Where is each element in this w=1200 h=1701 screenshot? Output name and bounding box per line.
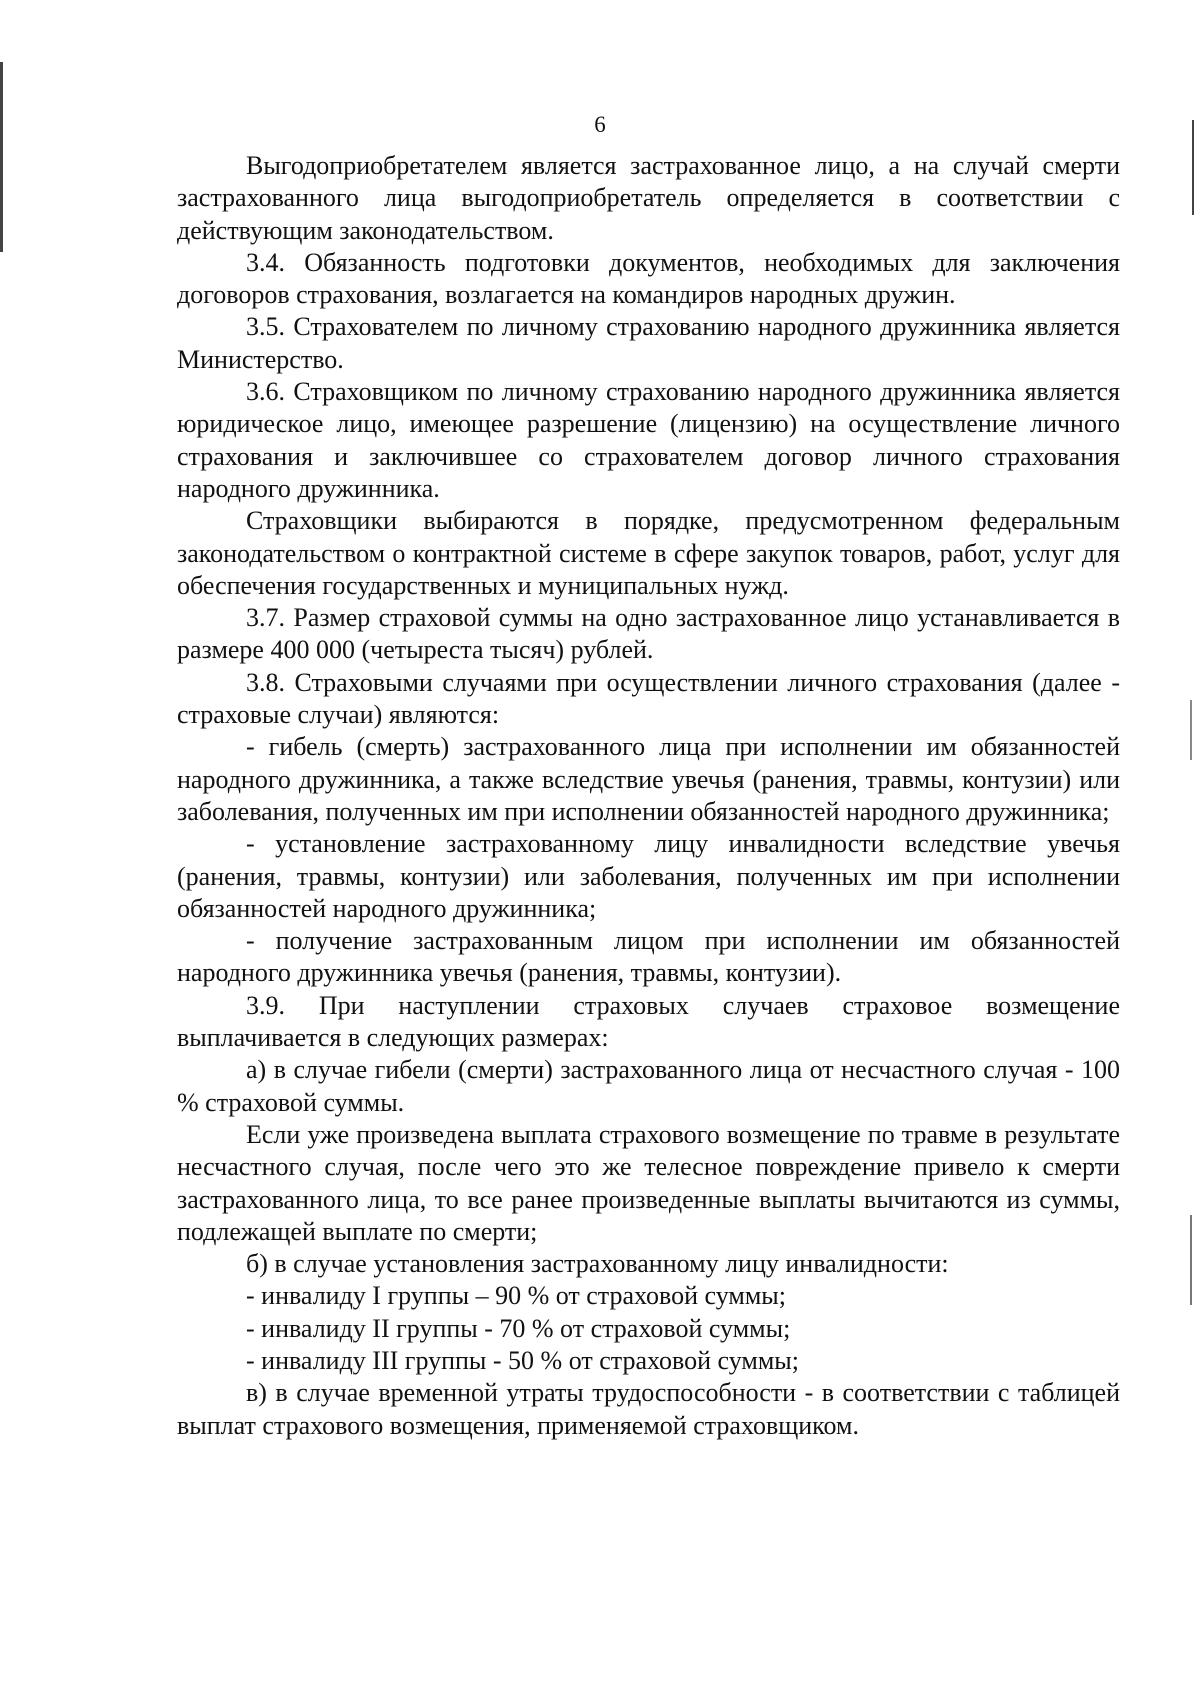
scan-edge-mark-right-bottom (1190, 1215, 1192, 1305)
page-number: 6 (594, 112, 606, 137)
scan-edge-mark-left (0, 62, 3, 252)
paragraph-insurers-selection: Страховщики выбираются в порядке, предусмотренном федеральным законодательством о контрактной системе в сфере закупок товаров, работ, услуг для обеспечения государственных и муниципальных нужд. (177, 506, 1120, 600)
document-body (177, 150, 1120, 1442)
list-item-b: б) в случае установления застрахованному лицу инвалидности: (246, 1249, 949, 1279)
list-item-injury: - получение застрахованным лицом при исполнении им обязанностей народного дружинника увечья (ранения, травмы, контузии). (177, 926, 1120, 988)
paragraph-3-6: 3.6. Страховщиком по личному страхованию народного дружинника является юридическое лицо, имеющее разрешение (лицензию) на осуществление личного страхования и заключившее со страхователем договор личного страхования народного дружинника. (177, 377, 1120, 503)
paragraph-3-9: 3.9. При наступлении страховых случаев страховое возмещение выплачивается в следующих размерах: (177, 990, 1120, 1053)
paragraph-beneficiary: Выгодоприобретателем является застрахованное лицо, а на случай смерти застрахованного лица выгодоприобретатель определяется в соответствии с действующим законодательством. (177, 151, 1120, 245)
paragraph-3-5: 3.5. Страхователем по личному страхованию народного дружинника является Министерство. (177, 312, 1120, 374)
paragraph-3-4: 3.4. Обязанность подготовки документов, необходимых для заключения договоров страхования, возлагается на командиров народных дружин. (177, 247, 1120, 310)
list-item-group-1: - инвалиду I группы – 90 % от страховой суммы; (246, 1281, 786, 1311)
paragraph-3-8: 3.8. Страховыми случаями при осуществлении личного страхования (далее - страховые случаи) являются: (177, 667, 1120, 730)
list-item-group-2: - инвалиду II группы - 70 % от страховой суммы; (246, 1313, 791, 1343)
list-item-group-3: - инвалиду III группы - 50 % от страховой суммы; (246, 1345, 799, 1375)
list-item-v: в) в случае временной утраты трудоспособности - в соответствии с таблицей выплат страхового возмещения, применяемой страховщиком. (177, 1378, 1120, 1440)
list-item-disability: - установление застрахованному лицу инвалидности вследствие увечья (ранения, травмы, контузии) или заболевания, полученных им при исполнении обязанностей народного дружинника; (177, 829, 1120, 923)
paragraph-3-7: 3.7. Размер страховой суммы на одно застрахованное лицо устанавливается в размере 400 000 (четыреста тысяч) рублей. (177, 603, 1120, 665)
list-item-death: - гибель (смерть) застрахованного лица при исполнении им обязанностей народного дружинника, а также вследствие увечья (ранения, травмы, контузии) или заболевания, полученных им при исполнении обязанностей народного дружинника; (177, 732, 1120, 826)
paragraph-deduction: Если уже произведена выплата страхового возмещение по травме в результате несчастного случая, после чего это же телесное повреждение привело к смерти застрахованного лица, то все ранее произведенные выплаты вычитаются из суммы, подлежащей выплате по смерти; (177, 1119, 1120, 1246)
scan-edge-mark-right-middle (1190, 700, 1192, 760)
list-item-a: а) в случае гибели (смерти) застрахованного лица от несчастного случая - 100 % страховой суммы. (177, 1055, 1120, 1117)
